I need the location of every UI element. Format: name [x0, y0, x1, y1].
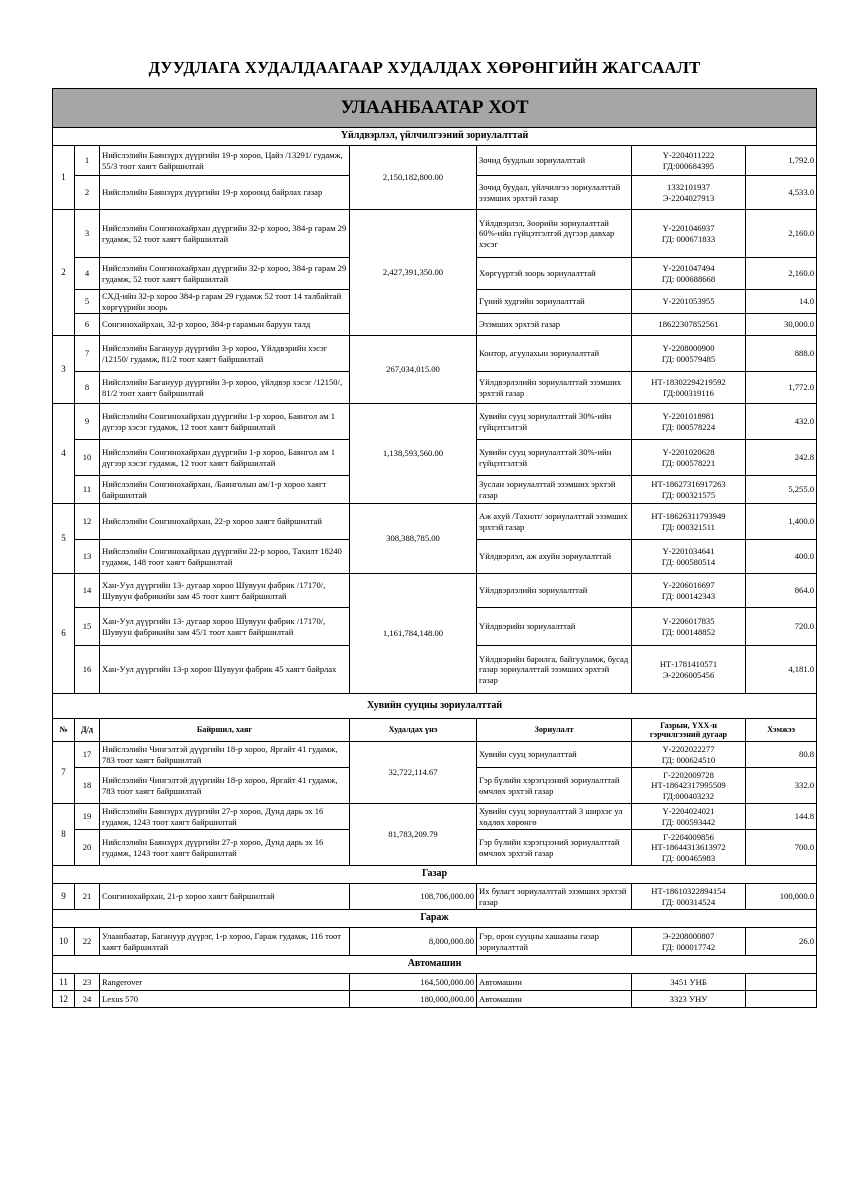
- purpose-cell: Аж ахуй /Тахилт/ зориулалттай эзэмших эрхтэй газар: [477, 504, 632, 540]
- price-cell: 267,034,015.00: [350, 336, 477, 404]
- size-cell: 720.0: [746, 608, 817, 646]
- purpose-cell: Үйлдвэрлэлийн зориулалттай: [477, 574, 632, 608]
- address-cell: Нийслэлийн Сонгинохайрхан дүүргийн 1-р хороо, Баянгол ам 1 дүгээр хэсэг гудамж, 12 тоот хаягт байршилтай: [100, 404, 350, 440]
- price-cell: 8,000,000.00: [350, 928, 477, 956]
- row-number: 8: [75, 372, 100, 404]
- row-number: 17: [75, 742, 100, 768]
- purpose-cell: Хувийн сууц зориулалттай 30%-ийн гүйцэтгэлтэй: [477, 404, 632, 440]
- cert-line: Г-2204009856: [663, 831, 714, 842]
- cert-cell: [632, 146, 746, 176]
- size-cell: 30,000.0: [746, 314, 817, 336]
- row-number: 6: [75, 314, 100, 336]
- size-cell: 4,181.0: [746, 646, 817, 694]
- cert-line: ГД:000684395: [662, 160, 715, 171]
- row-number: 13: [75, 540, 100, 574]
- price-cell: 180,000,000.00: [350, 991, 477, 1008]
- table-row: [53, 974, 817, 991]
- size-cell: 1,400.0: [746, 504, 817, 540]
- purpose-cell: Үйлдвэрийн барилга, байгууламж, бусад газар зориулалттай эзэмших эрхтэй газар: [477, 646, 632, 694]
- price-cell: 2,427,391,350.00: [350, 210, 477, 336]
- group-number: 10: [53, 928, 75, 956]
- purpose-cell: Хөргүүртэй зоорь зориулалттай: [477, 258, 632, 290]
- cert-cell: [632, 440, 746, 476]
- row-number: 12: [75, 504, 100, 540]
- cert-line: Ү-2206017835: [662, 616, 715, 627]
- group-number: 8: [53, 804, 75, 866]
- address-cell: Нийслэлийн Чингэлтэй дүүргийн 18-р хороо, Яргайт 41 гудамж, 783 тоот хаягт байршилтай: [100, 742, 350, 768]
- price-cell: 1,161,784,148.00: [350, 574, 477, 694]
- cert-line: ГД: 000593442: [661, 816, 716, 827]
- row-number: 21: [75, 884, 100, 910]
- size-cell: 864.0: [746, 574, 817, 608]
- row-number: 22: [75, 928, 100, 956]
- cert-line: ГД: 000142343: [661, 590, 716, 601]
- cert-line: Ү-2201047494: [662, 263, 715, 274]
- size-cell: 80.8: [746, 742, 817, 768]
- group-number: 1: [53, 146, 75, 210]
- size-cell: 144.8: [746, 804, 817, 830]
- cert-line: ГД: 000148852: [661, 626, 716, 637]
- cert-cell: [632, 372, 746, 404]
- size-cell: [746, 991, 817, 1008]
- size-cell: 432.0: [746, 404, 817, 440]
- address-cell: Хан-Уул дүүргийн 13- дугаар хороо Шувуун фабрик /17170/, Шувуун фабрикийн зам 45/1 тоот хаягт байршилтай: [100, 608, 350, 646]
- purpose-cell: Зуслан зориулалттай эзэмших эрхтэй газар: [477, 476, 632, 504]
- row-number: 3: [75, 210, 100, 258]
- row-number: 10: [75, 440, 100, 476]
- section-land: Газар: [53, 866, 817, 884]
- cert-line: Ү-2206016697: [662, 580, 715, 591]
- size-cell: 400.0: [746, 540, 817, 574]
- cert-cell: 3451 УНБ: [632, 974, 746, 991]
- group-number: 11: [53, 974, 75, 991]
- cert-line: Ү-2208000900: [662, 343, 715, 354]
- address-cell: СХД-ийн 32-р хороо 384-р гарам 29 гудамж 52 тоот 14 талбайтай хөргүүрийн зоорь: [100, 290, 350, 314]
- cert-line: Г-2202009728: [663, 769, 714, 780]
- size-cell: [746, 974, 817, 991]
- table-header: [53, 719, 817, 742]
- row-number: 16: [75, 646, 100, 694]
- cert-cell: [632, 804, 746, 830]
- size-cell: 26.0: [746, 928, 817, 956]
- address-cell: Нийслэлийн Сонгинохайрхан дүүргийн 32-р хороо, 384-р гарам 29 гудамж, 52 тоот хаягт байршилтай: [100, 210, 350, 258]
- purpose-cell: Зочид буудал, үйлчилгээ зориулалттай эзэмших эрхтэй газар: [477, 176, 632, 210]
- purpose-cell: Гэр бүлийн хэрэгцээний зориулалттай өмчлөх эрхтэй газар: [477, 768, 632, 804]
- row-number: 7: [75, 336, 100, 372]
- size-cell: 2,160.0: [746, 258, 817, 290]
- cert-line: Э-2204027913: [662, 192, 715, 203]
- cert-cell: [632, 336, 746, 372]
- cert-line: ГД: 000314524: [661, 896, 716, 907]
- price-cell: 164,500,000.00: [350, 974, 477, 991]
- purpose-cell: Их булагт зориулалттай эзэмших эрхтэй газар: [477, 884, 632, 910]
- price-cell: 81,783,209.79: [350, 804, 477, 866]
- address-cell: Нийслэлийн Багануур дүүргийн 3-р хороо, үйлдвэр хэсэг /12150/, 81/2 тоот хаягт байршилтай: [100, 372, 350, 404]
- cert-cell: [632, 210, 746, 258]
- cert-line: ГД: 000578224: [661, 421, 716, 432]
- cert-line: Ү-2201020628: [662, 447, 715, 458]
- row-number: 14: [75, 574, 100, 608]
- size-cell: 332.0: [746, 768, 817, 804]
- group-number: 6: [53, 574, 75, 694]
- row-number: 24: [75, 991, 100, 1008]
- cert-line: Ү-2201034641: [662, 546, 715, 557]
- group-number: 2: [53, 210, 75, 336]
- purpose-cell: Автомашин: [477, 974, 632, 991]
- size-cell: 1,792.0: [746, 146, 817, 176]
- section-cars: Автомашин: [53, 956, 817, 974]
- purpose-cell: Үйлдвэрлэл, Зоорийн зориулалттай 60%-ийн гүйцэтгэлтэй дүгээр давхар хэсэг: [477, 210, 632, 258]
- row-number: 15: [75, 608, 100, 646]
- address-cell: Нийслэлийн Багануур дүүргийн 3-р хороо, Үйлдвэрийн хэсэг /12150/ гудамж, 81/2 тоот хаягт байршилтай: [100, 336, 350, 372]
- address-cell: Нийслэлийн Баянзүрх дүүргийн 19-р хороо, Цайз /13291/ гудамж, 55/3 тоот хаягт байршилтай: [100, 146, 350, 176]
- purpose-cell: Зочид буудлын зориулалттай: [477, 146, 632, 176]
- cert-cell: [632, 404, 746, 440]
- purpose-cell: Гэр бүлийн хэрэгцээний зориулалттай өмчлөх эрхтэй газар: [477, 830, 632, 866]
- size-cell: 5,255.0: [746, 476, 817, 504]
- cert-cell: [632, 574, 746, 608]
- address-cell: Нийслэлийн Сонгинохайрхан, 22-р хороо хаягт байршилтай: [100, 504, 350, 540]
- header-sub-no: Д/д: [75, 719, 100, 742]
- purpose-cell: Гүний худгийн зориулалттай: [477, 290, 632, 314]
- purpose-cell: Хувийн сууц зориулалттай 3 ширхэг ул хөдлөх хөрөнгө: [477, 804, 632, 830]
- size-cell: 1,772.0: [746, 372, 817, 404]
- cert-line: НТ-1781410571: [659, 659, 718, 670]
- row-number: 23: [75, 974, 100, 991]
- cert-line: НТ-18610322894154: [651, 886, 726, 897]
- purpose-cell: Үйлдвэрлэлийн зориулалттай эзэмших эрхтэй газар: [477, 372, 632, 404]
- purpose-cell: Эзэмших эрхтэй газар: [477, 314, 632, 336]
- address-cell: Нийслэлийн Баянзүрх дүүргийн 19-р хороонд байрлах газар: [100, 176, 350, 210]
- purpose-cell: Гэр, орон сууцны хашааны газар зориулалттай: [477, 928, 632, 956]
- group-number: 12: [53, 991, 75, 1008]
- table-row: [53, 146, 817, 176]
- header-price: Худалдах үнэ: [350, 719, 477, 742]
- address-cell: Сонгинохайрхан, 32-р хороо, 384-р гарамын баруун талд: [100, 314, 350, 336]
- size-cell: 2,160.0: [746, 210, 817, 258]
- address-cell: Rangerover: [100, 974, 350, 991]
- document-title: ДУУДЛАГА ХУДАЛДААГААР ХУДАЛДАХ ХӨРӨНГИЙН ЖАГСААЛТ: [148, 58, 701, 77]
- cert-cell: 18622307852561: [632, 314, 746, 336]
- cert-cell: [632, 928, 746, 956]
- table-row: [53, 884, 817, 910]
- city-heading: УЛААНБААТАР ХОТ: [53, 89, 817, 128]
- cert-line: Ү-2204024021: [662, 806, 715, 817]
- row-number: 5: [75, 290, 100, 314]
- row-number: 1: [75, 146, 100, 176]
- address-cell: Сонгинохайрхан, 21-р хороо хаягт байршилтай: [100, 884, 350, 910]
- size-cell: 4,533.0: [746, 176, 817, 210]
- address-cell: Нийслэлийн Баянзүрх дүүргийн 27-р хороо, Дунд дарь эх 16 гудамж, 1243 тоот хаягт байршилтай: [100, 830, 350, 866]
- section-housing: Хувийн сууцны зориулалттай: [53, 694, 817, 719]
- cert-line: ГД: 000688668: [661, 273, 716, 284]
- address-cell: Нийслэлийн Сонгинохайрхан дүүргийн 1-р хороо, Баянгол ам 1 дүгээр хэсэг гудамж, 12 тоот хаягт байршилтай: [100, 440, 350, 476]
- cert-cell: [632, 540, 746, 574]
- table-row: [53, 504, 817, 540]
- cert-line: ГД: 000624510: [661, 754, 716, 765]
- row-number: 11: [75, 476, 100, 504]
- cert-line: Ү-2204011222: [662, 150, 715, 161]
- cert-line: ГД:000403232: [662, 790, 715, 801]
- address-cell: Хан-Уул дүүргийн 13- дугаар хороо Шувуун фабрик /17170/, Шувуун фабрикийн зам 45 тоот хаягт байршилтай: [100, 574, 350, 608]
- cert-cell: [632, 504, 746, 540]
- address-cell: Хан-Уул дүүргийн 13-р хороо Шувуун фабрик 45 хаягт байрлах: [100, 646, 350, 694]
- asset-table: [52, 88, 817, 1008]
- cert-line: НТ-18302294219592: [651, 377, 726, 388]
- cert-line: НТ-18642317995509: [651, 780, 726, 791]
- cert-line: ГД: 000579485: [661, 353, 716, 364]
- group-number: 7: [53, 742, 75, 804]
- cert-cell: [632, 176, 746, 210]
- header-size: Хэмжээ: [746, 719, 817, 742]
- row-number: 19: [75, 804, 100, 830]
- table-row: [53, 336, 817, 372]
- address-cell: Lexus 570: [100, 991, 350, 1008]
- header-no: №: [53, 719, 75, 742]
- address-cell: Нийслэлийн Сонгинохайрхан, /Баянголын ам/1-р хороо хаягт байршилтай: [100, 476, 350, 504]
- price-cell: 108,706,000.00: [350, 884, 477, 910]
- cert-line: НТ-18644313613972: [651, 842, 726, 853]
- cert-cell: [632, 884, 746, 910]
- cert-line: ГД:000319116: [663, 387, 714, 398]
- cert-line: Ү-2201046937: [662, 223, 715, 234]
- cert-line: Э-2208000807: [662, 931, 715, 942]
- cert-line: ГД: 000578221: [661, 457, 716, 468]
- row-number: 4: [75, 258, 100, 290]
- price-cell: 2,150,182,800.00: [350, 146, 477, 210]
- group-number: 3: [53, 336, 75, 404]
- section-industrial: Үйлдвэрлэл, үйлчилгээний зориулалттай: [53, 128, 817, 146]
- size-cell: 888.0: [746, 336, 817, 372]
- cert-line: НТ-18627316917263: [651, 479, 726, 490]
- address-cell: Нийслэлийн Сонгинохайрхан дүүргийн 22-р хороо, Тахилт 18240 гудамж, 148 тоот хаягт байршилтай: [100, 540, 350, 574]
- table-row: [53, 742, 817, 768]
- price-cell: 1,138,593,560.00: [350, 404, 477, 504]
- header-purpose: Зориулалт: [477, 719, 632, 742]
- size-cell: 100,000.0: [746, 884, 817, 910]
- purpose-cell: Үйлдвэрлэл, аж ахуйн зориулалттай: [477, 540, 632, 574]
- address-cell: Нийслэлийн Сонгинохайрхан дүүргийн 32-р хороо, 384-р гарам 29 гудамж, 52 тоот хаягт байршилтай: [100, 258, 350, 290]
- cert-cell: 3323 УНУ: [632, 991, 746, 1008]
- cert-cell: [632, 646, 746, 694]
- cert-line: НТ-18626311793949: [651, 511, 726, 522]
- size-cell: 242.8: [746, 440, 817, 476]
- table-row: [53, 991, 817, 1008]
- address-cell: Нийслэлийн Чингэлтэй дүүргийн 18-р хороо, Яргайт 41 гудамж, 783 тоот хаягт байршилтай: [100, 768, 350, 804]
- group-number: 4: [53, 404, 75, 504]
- price-cell: 32,722,114.67: [350, 742, 477, 804]
- cert-cell: [632, 742, 746, 768]
- address-cell: Улаанбаатар, Багануур дүүрэг, 1-р хороо, Гараж гудамж, 116 тоот хаягт байршилтай: [100, 928, 350, 956]
- row-number: 18: [75, 768, 100, 804]
- address-cell: Нийслэлийн Баянзүрх дүүргийн 27-р хороо, Дунд дарь эх 16 гудамж, 1243 тоот хаягт байршилтай: [100, 804, 350, 830]
- cert-line: Ү-2201018981: [662, 411, 715, 422]
- purpose-cell: Хувийн сууц зориулалттай 30%-ийн гүйцэтгэлтэй: [477, 440, 632, 476]
- size-cell: 14.0: [746, 290, 817, 314]
- header-cert: Газрын, ҮХХ-н гэрчилгээний дугаар: [632, 719, 746, 742]
- purpose-cell: Контор, агуулахын зориулалттай: [477, 336, 632, 372]
- cert-line: ГД: 000580514: [661, 556, 716, 567]
- table-row: [53, 928, 817, 956]
- cert-line: ГД: 000321575: [661, 489, 716, 500]
- header-address: Байршил, хаяг: [100, 719, 350, 742]
- row-number: 20: [75, 830, 100, 866]
- cert-cell: [632, 608, 746, 646]
- cert-line: ГД: 000671833: [661, 233, 716, 244]
- row-number: 9: [75, 404, 100, 440]
- purpose-cell: Үйлдвэрийн зориулалттай: [477, 608, 632, 646]
- table-row: [53, 804, 817, 830]
- table-row: [53, 404, 817, 440]
- cert-cell: [632, 476, 746, 504]
- cert-line: 1332101937: [667, 182, 710, 193]
- cert-line: ГД: 000017742: [661, 941, 716, 952]
- cert-cell: Ү-2201053955: [632, 290, 746, 314]
- section-garage: Гараж: [53, 910, 817, 928]
- price-cell: 308,388,785.00: [350, 504, 477, 574]
- size-cell: 700.0: [746, 830, 817, 866]
- group-number: 5: [53, 504, 75, 574]
- purpose-cell: Автомашин: [477, 991, 632, 1008]
- table-row: [53, 210, 817, 258]
- purpose-cell: Хувийн сууц зориулалттай: [477, 742, 632, 768]
- cert-cell: [632, 830, 746, 866]
- cert-cell: [632, 258, 746, 290]
- cert-line: Ү-2202022277: [662, 744, 715, 755]
- group-number: 9: [53, 884, 75, 910]
- cert-line: Э-2206005456: [662, 669, 715, 680]
- cert-line: ГД: 000321511: [662, 521, 715, 532]
- cert-line: ГД: 000465983: [661, 852, 716, 863]
- row-number: 2: [75, 176, 100, 210]
- table-row: [53, 574, 817, 608]
- cert-cell: [632, 768, 746, 804]
